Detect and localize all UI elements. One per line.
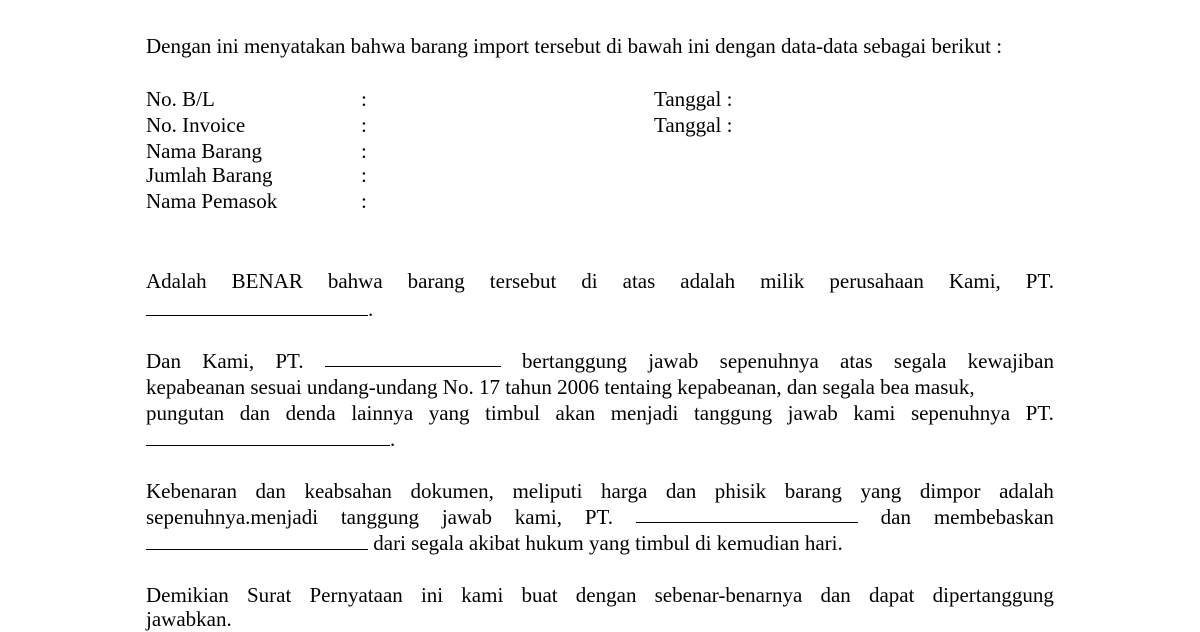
sentence-end: . — [390, 427, 396, 451]
word: akan — [555, 401, 596, 425]
word: perusahaan — [829, 269, 924, 293]
word: sebenar-benarnya — [654, 583, 803, 607]
paragraph-line-text: kepabeanan sesuai undang-undang No. 17 tahun 2006 tentaing kepabeanan, dan segala bea masuk, — [146, 375, 975, 399]
word: kami — [853, 401, 896, 425]
field-label-jumlah-barang: Jumlah Barang — [146, 163, 273, 187]
paragraph-line — [146, 348, 1054, 374]
word: barang — [407, 269, 465, 293]
word: dapat — [868, 583, 915, 607]
word: segala — [893, 349, 947, 373]
blank-company-name[interactable] — [636, 504, 858, 523]
word: kami, — [514, 505, 563, 529]
word: jawab — [648, 349, 699, 373]
word: menjadi — [610, 401, 679, 425]
word: bahwa — [327, 269, 383, 293]
word: PT. — [275, 349, 304, 373]
word: keabsahan — [304, 479, 392, 503]
word: Surat — [246, 583, 292, 607]
paragraph-line-text: dari segala akibat hukum yang timbul di kemudian hari. — [373, 531, 843, 555]
word: dipertanggung — [932, 583, 1054, 607]
word: sepenuhnya — [719, 349, 819, 373]
field-label-nama-pemasok: Nama Pemasok — [146, 189, 278, 213]
field-colon: : — [361, 139, 367, 163]
word: kewajiban — [967, 349, 1054, 373]
word: bertanggung — [522, 349, 628, 373]
blank-company-name[interactable] — [146, 531, 368, 550]
paragraph-line — [146, 400, 1054, 426]
word: Kami, — [202, 349, 255, 373]
field-colon: : — [361, 189, 367, 213]
word: barang — [784, 479, 842, 503]
word: ini — [420, 583, 444, 607]
date-label-bl: Tanggal : — [654, 87, 733, 111]
field-colon: : — [361, 163, 367, 187]
word: Dan — [146, 349, 181, 373]
word: lainnya — [351, 401, 414, 425]
word: milik — [760, 269, 805, 293]
word: PT. — [1025, 269, 1054, 293]
word: Pernyataan — [309, 583, 403, 607]
word: pungutan — [146, 401, 225, 425]
word: dimpor — [919, 479, 981, 503]
word: dan — [665, 479, 697, 503]
word: dan — [820, 583, 851, 607]
paragraph-line — [146, 374, 1054, 400]
word: tanggung — [340, 505, 419, 529]
date-label-invoice: Tanggal : — [654, 113, 733, 137]
sentence-end: . — [368, 297, 374, 321]
intro-text: Dengan ini menyatakan bahwa barang import tersebut di bawah ini dengan data-data sebagai berikut : — [146, 34, 1003, 58]
word: sepenuhnya.menjadi — [146, 505, 319, 529]
word: dokumen, — [410, 479, 494, 503]
word: yang — [860, 479, 902, 503]
word: BENAR — [231, 269, 303, 293]
word: PT. — [1025, 401, 1054, 425]
word: dengan — [575, 583, 637, 607]
blank-company-name[interactable] — [146, 427, 390, 446]
blank-company-name[interactable] — [325, 348, 501, 367]
word: yang — [428, 401, 470, 425]
word: denda — [285, 401, 336, 425]
word: PT. — [584, 505, 614, 529]
field-label-invoice: No. Invoice — [146, 113, 246, 137]
paragraph-line — [146, 504, 1054, 530]
field-label-nama-barang: Nama Barang — [146, 139, 263, 163]
word: adalah — [999, 479, 1054, 503]
blank-company-name[interactable] — [146, 297, 368, 316]
paragraph-line — [146, 478, 1054, 504]
word: dan — [239, 401, 271, 425]
word: buat — [521, 583, 558, 607]
paragraph-line-text: jawabkan. — [146, 607, 232, 631]
word: timbul — [485, 401, 540, 425]
word: kami — [461, 583, 504, 607]
word: atas — [622, 269, 656, 293]
word: jawab — [441, 505, 492, 529]
word: dan — [255, 479, 286, 503]
paragraph-line — [146, 582, 1054, 608]
word: jawab — [787, 401, 838, 425]
word: harga — [601, 479, 648, 503]
word: sepenuhnya — [910, 401, 1011, 425]
word: di — [581, 269, 598, 293]
word: Demikian — [146, 583, 229, 607]
word: adalah — [680, 269, 736, 293]
word: atas — [840, 349, 873, 373]
word: Kami, — [948, 269, 1001, 293]
field-colon: : — [361, 113, 367, 137]
field-colon: : — [361, 87, 367, 111]
word: tersebut — [489, 269, 557, 293]
word: phisik — [714, 479, 767, 503]
paragraph-line — [146, 268, 1054, 294]
word: tanggung — [693, 401, 773, 425]
word: dan — [880, 505, 911, 529]
word: Adalah — [146, 269, 207, 293]
word: meliputi — [512, 479, 583, 503]
word: Kebenaran — [146, 479, 237, 503]
field-label-bl: No. B/L — [146, 87, 215, 111]
word: membebaskan — [933, 505, 1054, 529]
